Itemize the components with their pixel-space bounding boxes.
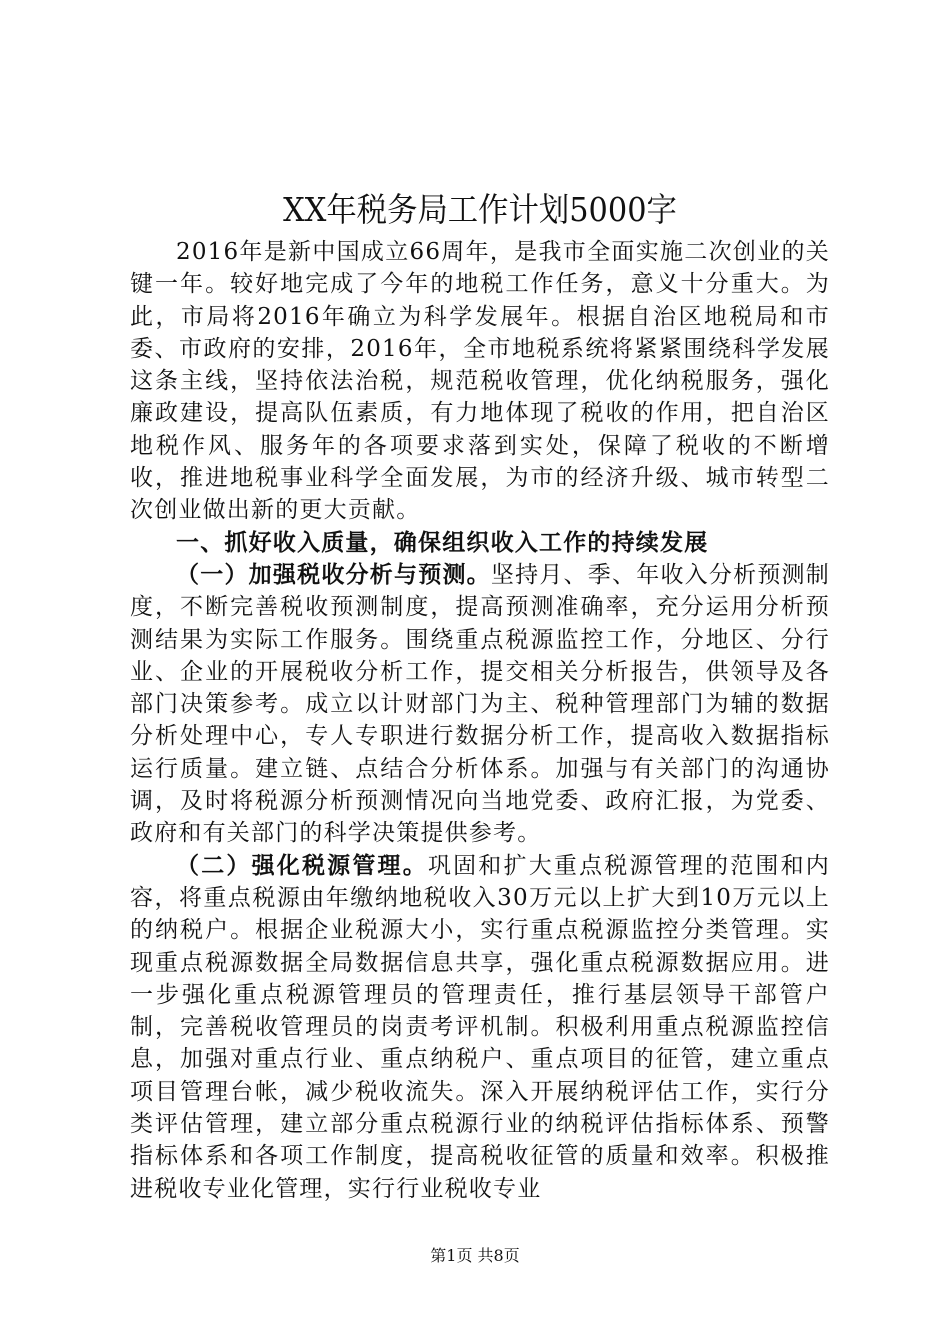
item-body-1: 坚持月、季、年收入分析预测制度，不断完善税收预测制度，提高预测准确率，充分运用分析预测结果为实际工作服务。围绕重点税源监控工作，分地区、分行业、企业的开展税收分析工作，提交相关分析报告，供领导及各部门决策参考。成立以计财部门为主、税种管理部门为辅的数据分析处理中心，专人专职进行数据分析工作，提高收入数据指标运行质量。建立链、点结合分析体系。加强与有关部门的沟通协调，及时将税源分析预测情况向当地党委、政府汇报，为党委、政府和有关部门的科学决策提供参考。 (130, 561, 830, 847)
item-body-2: 巩固和扩大重点税源管理的范围和内容，将重点税源由年缴纳地税收入30万元以上扩大到10万元以上的纳税户。根据企业税源大小，实行重点税源监控分类管理。实现重点税源数据全局数据信息共享，强化重点税源数据应用。进一步强化重点税源管理员的管理责任，推行基层领导干部管户制，完善税收管理员的岗责考评机制。积极利用重点税源监控信息，加强对重点行业、重点纳税户、重点项目的征管，建立重点项目管理台帐，减少税收流失。深入开展纳税评估工作，实行分类评估管理，建立部分重点税源行业的纳税评估指标体系、预警指标体系和各项工作制度，提高税收征管的质量和效率。积极推进税收专业化管理，实行行业税收专业 (130, 852, 831, 1202)
document-page (130, 186, 830, 1205)
page-footer: 第1页 共8页 (430, 1246, 520, 1265)
section-heading: 一、抓好收入质量，确保组织收入工作的持续发展 (176, 528, 709, 556)
item-lead-1: （一）加强税收分析与预测。 (176, 560, 491, 588)
item-paragraph-2 (130, 850, 830, 1205)
intro-paragraph: 2016年是新中国成立66周年，是我市全面实施二次创业的关键一年。较好地完成了今年的地税工作任务，意义十分重大。为此，市局将2016年确立为科学发展年。根据自治区地税局和市委、市政府的安排，2016年，全市地税系统将紧紧围绕科学发展这条主线，坚持依法治税，规范税收管理，优化纳税服务，强化廉政建设，提高队伍素质，有力地体现了税收的作用，把自治区地税作风、服务年的各项要求落到实处，保障了税收的不断增收，推进地税事业科学全面发展，为市的经济升级、城市转型二次创业做出新的更大贡献。 (130, 239, 830, 524)
document-title: XX年税务局工作计划5000字 (283, 190, 677, 229)
item-paragraph-1 (130, 559, 830, 850)
item-lead-2: （二）强化税源管理。 (176, 851, 428, 879)
